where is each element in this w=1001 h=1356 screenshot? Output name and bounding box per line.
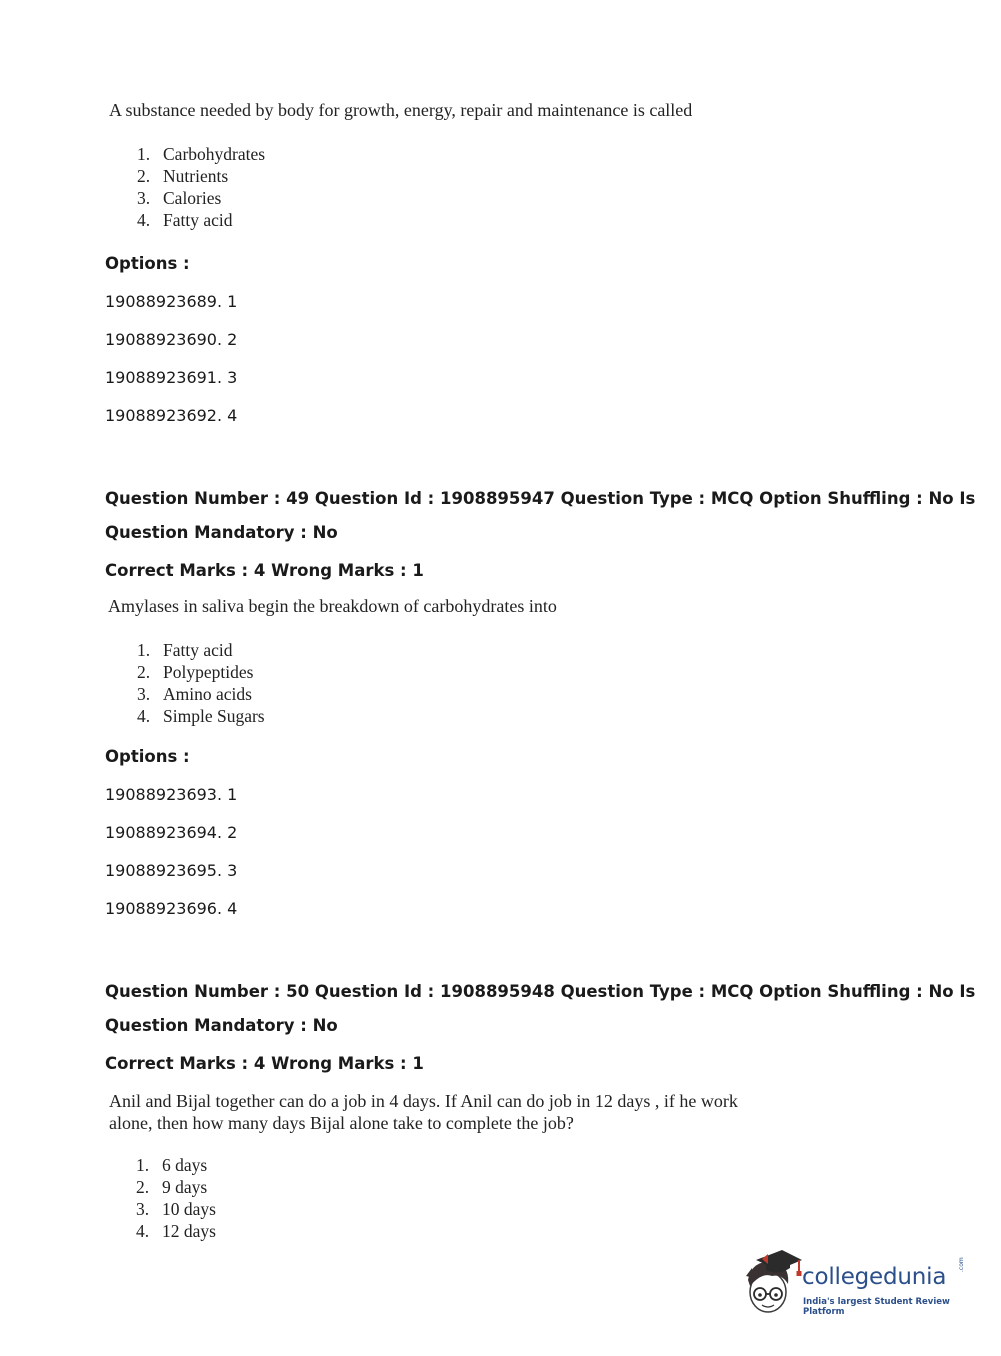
question-49-option-3: 19088923695. 3: [105, 861, 238, 880]
question-48-option-4: 19088923692. 4: [105, 406, 238, 425]
question-48-option-2: 19088923690. 2: [105, 330, 238, 349]
question-48-option-3: 19088923691. 3: [105, 368, 238, 387]
question-49-mandatory: Question Mandatory : No: [105, 523, 338, 542]
question-49-option-4: 19088923696. 4: [105, 899, 238, 918]
question-50-choice-1: 1. 6 days: [136, 1155, 208, 1175]
question-48-choice-4: 4. Fatty acid: [137, 210, 233, 230]
question-48-choice-2: 2. Nutrients: [137, 166, 229, 186]
question-48-choice-3: 3. Calories: [137, 188, 222, 208]
question-49-text: Amylases in saliva begin the breakdown of carbohydrates into: [108, 596, 557, 616]
question-49-choice-1: 1. Fatty acid: [137, 640, 233, 660]
question-50-choice-4: 4. 12 days: [136, 1221, 216, 1241]
question-50-header: Question Number : 50 Question Id : 1908895948 Question Type : MCQ Option Shuffling : No Is: [105, 982, 976, 1001]
logo-tagline: India's largest Student Review Platform: [803, 1297, 950, 1317]
question-50-choice-2: 2. 9 days: [136, 1177, 208, 1197]
logo-wordmark: collegedunia: [802, 1264, 947, 1290]
question-49-option-2: 19088923694. 2: [105, 823, 238, 842]
question-49-header: Question Number : 49 Question Id : 1908895947 Question Type : MCQ Option Shuffling : No Is: [105, 489, 976, 508]
question-50-text-line-1: Anil and Bijal together can do a job in 4 days. If Anil can do job in 12 days , if he work: [109, 1091, 738, 1111]
question-50-text-line-2: alone, then how many days Bijal alone take to complete the job?: [109, 1113, 574, 1133]
question-49-marks: Correct Marks : 4 Wrong Marks : 1: [105, 561, 424, 580]
mascot-icon: [742, 1250, 804, 1320]
question-48-option-1: 19088923689. 1: [105, 292, 238, 311]
question-49-option-1: 19088923693. 1: [105, 785, 238, 804]
question-50-marks: Correct Marks : 4 Wrong Marks : 1: [105, 1054, 424, 1073]
question-49-choice-4: 4. Simple Sugars: [137, 706, 265, 726]
question-50-mandatory: Question Mandatory : No: [105, 1016, 338, 1035]
question-48-text: A substance needed by body for growth, energy, repair and maintenance is called: [109, 100, 693, 120]
question-48-options-heading: Options :: [105, 254, 190, 273]
question-48-choice-1: 1. Carbohydrates: [137, 144, 266, 164]
question-49-choice-2: 2. Polypeptides: [137, 662, 254, 682]
collegedunia-logo: [742, 1250, 972, 1320]
question-49-choice-3: 3. Amino acids: [137, 684, 252, 704]
question-50-choice-3: 3. 10 days: [136, 1199, 216, 1219]
question-49-options-heading: Options :: [105, 747, 190, 766]
logo-dotcom: .com: [958, 1257, 965, 1272]
